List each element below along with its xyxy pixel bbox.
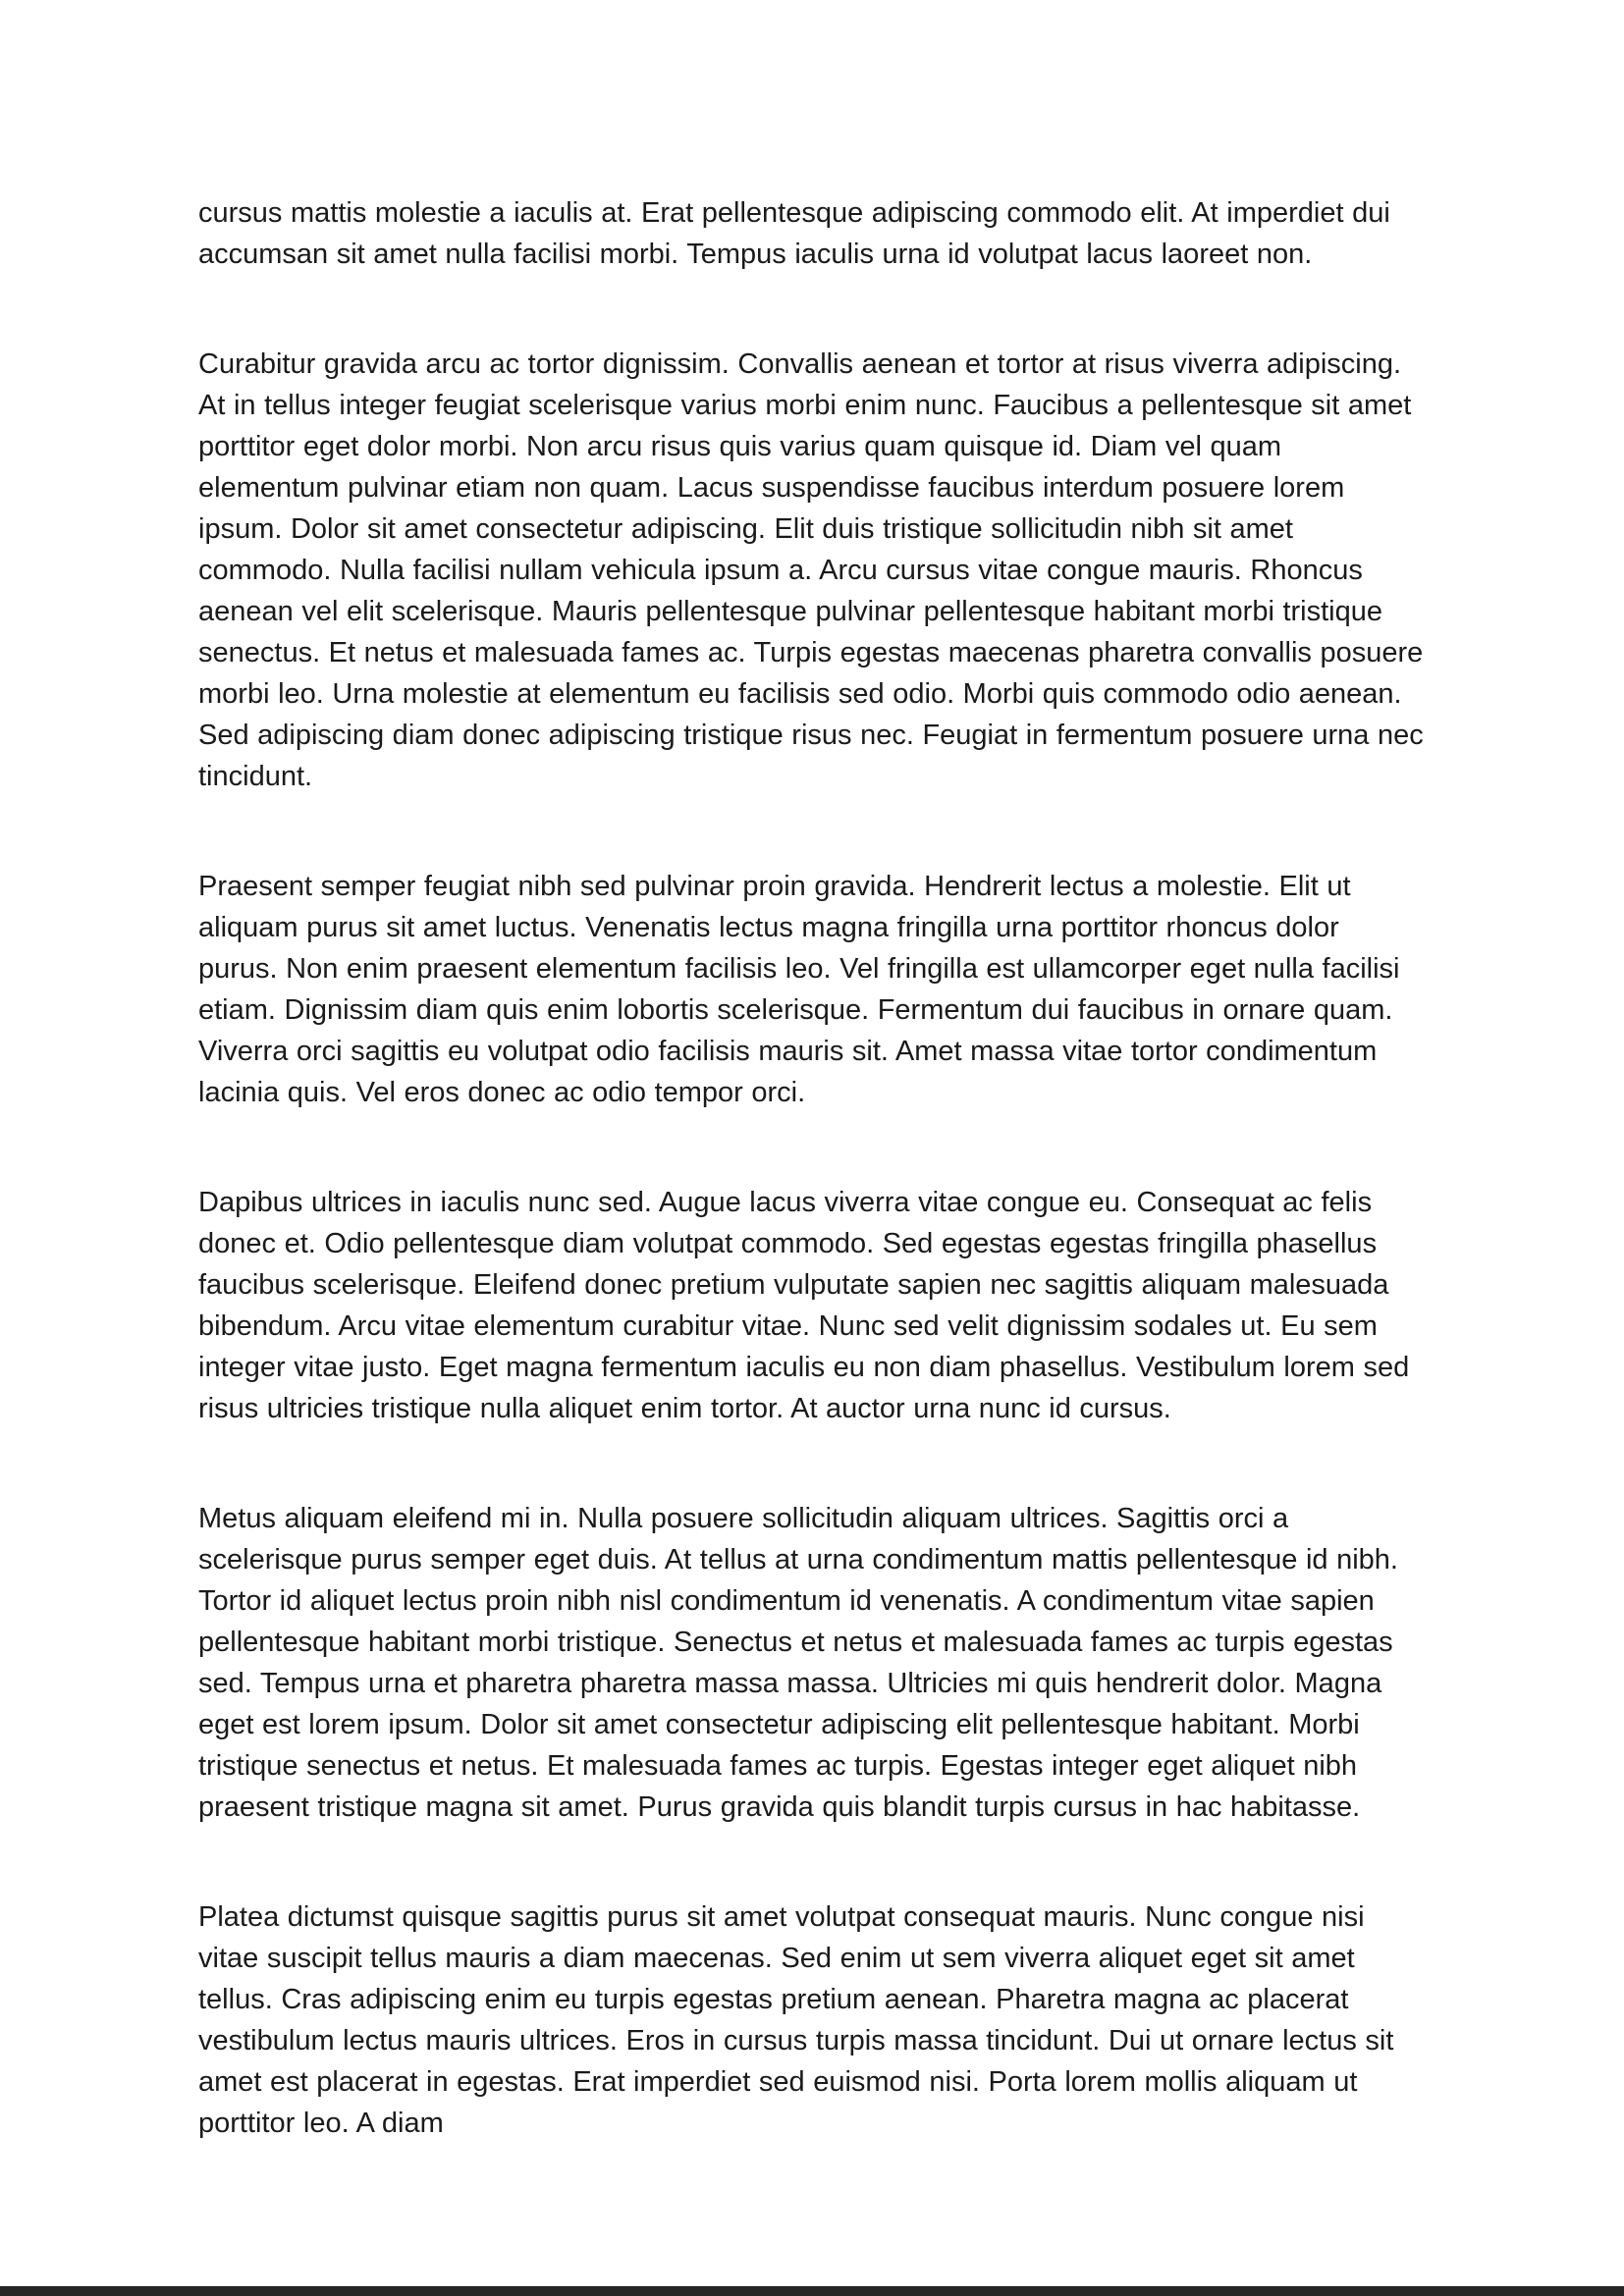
document-text-block xyxy=(198,192,1426,2213)
paragraph: Curabitur gravida arcu ac tortor dignissim. Convallis aenean et tortor at risus viverra adipiscing. At in tellus integer feugiat scelerisque varius morbi enim nunc. Faucibus a pellentesque sit amet porttitor eget dolor morbi. Non arcu risus quis varius quam quisque id. Diam vel quam elementum pulvinar etiam non quam. Lacus suspendisse faucibus interdum posuere lorem ipsum. Dolor sit amet consectetur adipiscing. Elit duis tristique sollicitudin nibh sit amet commodo. Nulla facilisi nullam vehicula ipsum a. Arcu cursus vitae congue mauris. Rhoncus aenean vel elit scelerisque. Mauris pellentesque pulvinar pellentesque habitant morbi tristique senectus. Et netus et malesuada fames ac. Turpis egestas maecenas pharetra convallis posuere morbi leo. Urna molestie at elementum eu facilisis sed odio. Morbi quis commodo odio aenean. Sed adipiscing diam donec adipiscing tristique risus nec. Feugiat in fermentum posuere urna nec tincidunt. xyxy=(198,348,1424,792)
paragraph: Dapibus ultrices in iaculis nunc sed. Augue lacus viverra vitae congue eu. Consequat ac felis donec et. Odio pellentesque diam volutpat commodo. Sed egestas egestas fringilla phasellus faucibus scelerisque. Eleifend donec pretium vulputate sapien nec sagittis aliquam malesuada bibendum. Arcu vitae elementum curabitur vitae. Nunc sed velit dignissim sodales ut. Eu sem integer vitae justo. Eget magna fermentum iaculis eu non diam phasellus. Vestibulum lorem sed risus ultricies tristique nulla aliquet enim tortor. At auctor urna nunc id cursus. xyxy=(198,1187,1410,1424)
paragraph: Praesent semper feugiat nibh sed pulvinar proin gravida. Hendrerit lectus a molestie. Elit ut aliquam purus sit amet luctus. Venenatis lectus magna fringilla urna porttitor rhoncus dolor purus. Non enim praesent elementum facilisis leo. Vel fringilla est ullamcorper eget nulla facilisi etiam. Dignissim diam quis enim lobortis scelerisque. Fermentum dui faucibus in ornare quam. Viverra orci sagittis eu volutpat odio facilisis mauris sit. Amet massa vitae tortor condimentum lacinia quis. Vel eros donec ac odio tempor orci. xyxy=(198,871,1400,1108)
paragraph: Metus aliquam eleifend mi in. Nulla posuere sollicitudin aliquam ultrices. Sagittis orci a scelerisque purus semper eget duis. At tellus at urna condimentum mattis pellentesque id nibh. Tortor id aliquet lectus proin nibh nisl condimentum id venenatis. A condimentum vitae sapien pellentesque habitant morbi tristique. Senectus et netus et malesuada fames ac turpis egestas sed. Tempus urna et pharetra pharetra massa massa. Ultricies mi quis hendrerit dolor. Magna eget est lorem ipsum. Dolor sit amet consectetur adipiscing elit pellentesque habitant. Morbi tristique senectus et netus. Et malesuada fames ac turpis. Egestas integer eget aliquet nibh praesent tristique magna sit amet. Purus gravida quis blandit turpis cursus in hac habitasse. xyxy=(198,1503,1398,1823)
paragraph: Platea dictumst quisque sagittis purus sit amet volutpat consequat mauris. Nunc congue nisi vitae suscipit tellus mauris a diam maecenas. Sed enim ut sem viverra aliquet eget sit amet tellus. Cras adipiscing enim eu turpis egestas pretium aenean. Pharetra magna ac placerat vestibulum lectus mauris ultrices. Eros in cursus turpis massa tincidunt. Dui ut ornare lectus sit amet est placerat in egestas. Erat imperdiet sed euismod nisi. Porta lorem mollis aliquam ut porttitor leo. A diam xyxy=(198,1901,1394,2139)
paragraph: cursus mattis molestie a iaculis at. Erat pellentesque adipiscing commodo elit. At imperdiet dui accumsan sit amet nulla facilisi morbi. Tempus iaculis urna id volutpat lacus laoreet non. xyxy=(198,197,1390,270)
page-bottom-edge xyxy=(0,2286,1624,2296)
